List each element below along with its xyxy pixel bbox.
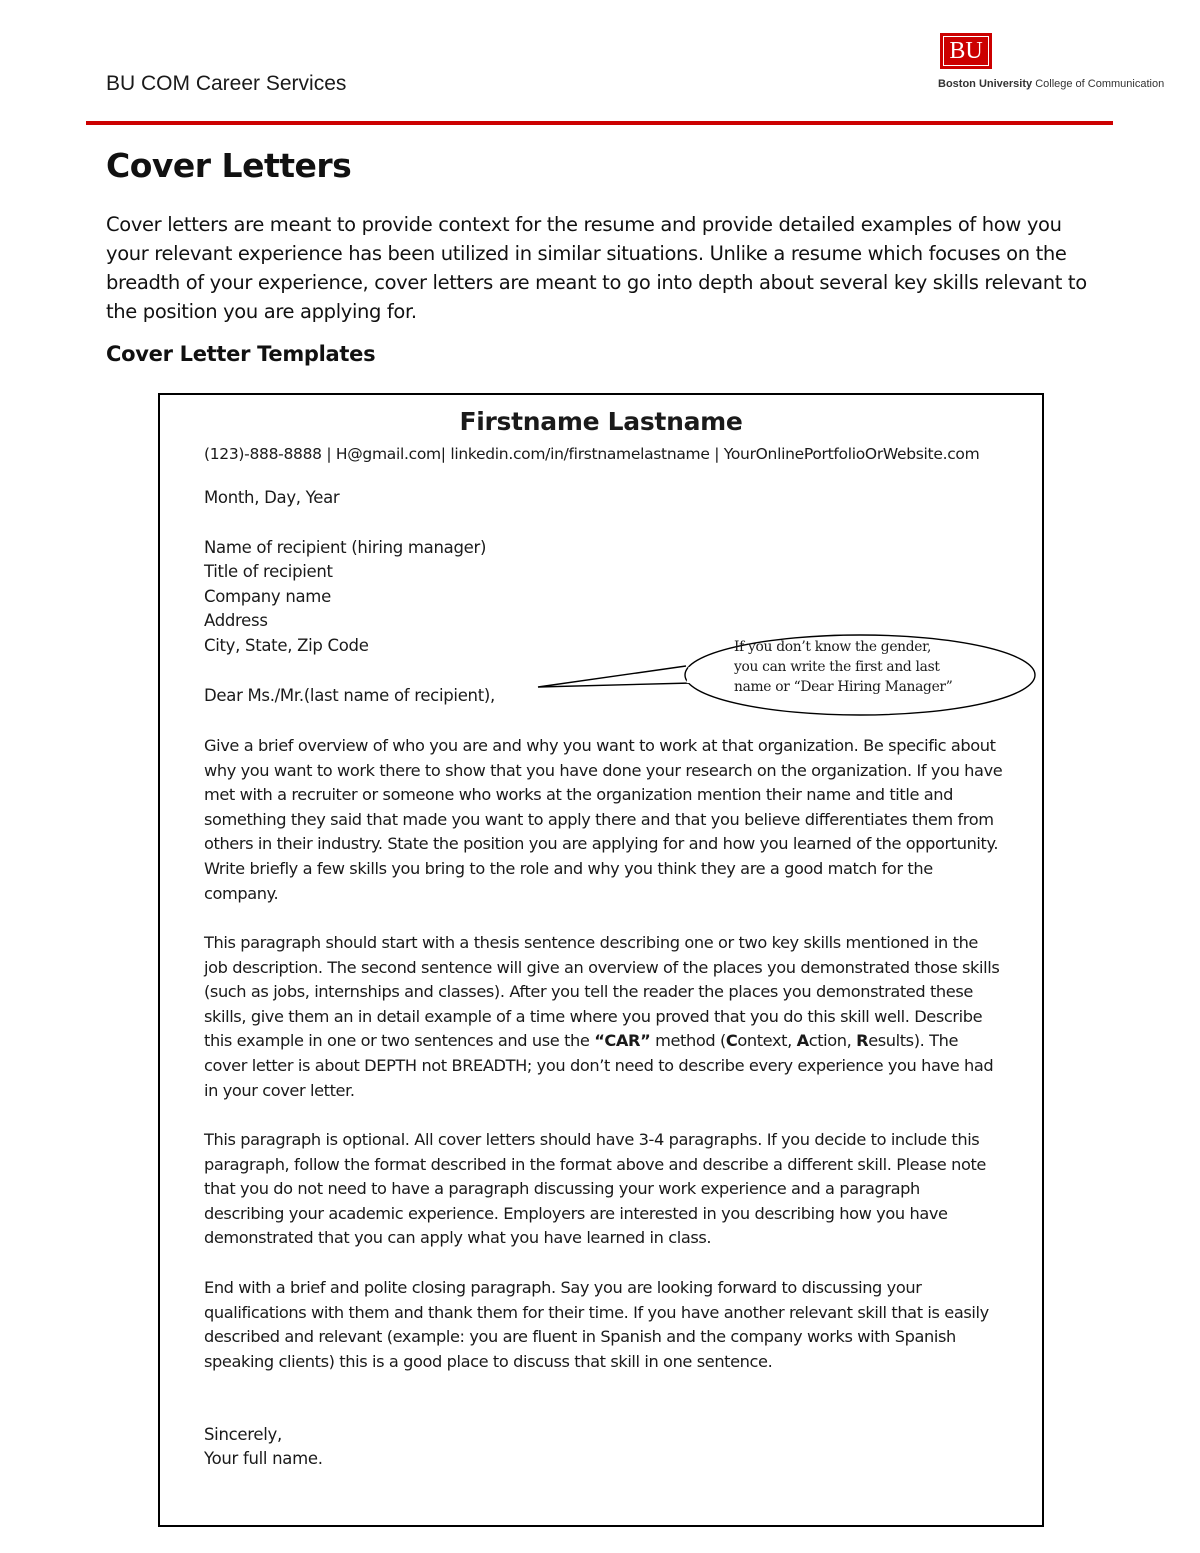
car-letter-a: A bbox=[796, 1031, 809, 1051]
callout-line: name or “Dear Hiring Manager” bbox=[734, 679, 953, 695]
p2-text: method ( bbox=[650, 1031, 726, 1051]
template-closing: Sincerely, bbox=[204, 1425, 282, 1444]
template-paragraph-4: End with a brief and polite closing paragraph. Say you are looking forward to discussing your qualifications with them and thank them for their time. If you have another relevant skill that is easily described and relevant (example: you are fluent in Spanish and the company works with Spanish speaking clients) this is a good place to discuss that skill in one sentence. bbox=[204, 1278, 989, 1371]
template-paragraph-1: Give a brief overview of who you are and why you want to work at that organization. Be specific about why you want to work there to show that you have done your research on the organization. If you have met with a recruiter or someone who works at the organization mention their name and title and something they said that made you want to apply there and that you believe differentiates them from others in their industry. State the position you are applying for and how you learned of the opportunity. Write briefly a few skills you bring to the role and why you think they are a good match for the company. bbox=[204, 736, 1003, 903]
p2-text: This paragraph should start with a thesis sentence describing one or two key skills mentioned in the job description. The second sentence will give an overview of the places you demonstrated those skills (such as jobs, internships and classes). After you tell the reader the places you demonstrated these skills, give them an in detail example of a time where you proved that you do this skill well. Describe this example in one or two sentences and use the bbox=[204, 933, 1000, 1051]
callout-line: If you don’t know the gender, bbox=[734, 639, 932, 655]
intro-paragraph: Cover letters are meant to provide context for the resume and provide detailed examples of how you your relevant experience has been utilized in similar situations. Unlike a resume which focuses on the breadth of your experience, cover letters are meant to go into depth about several key skills relevant to the position you are applying for. bbox=[106, 213, 1087, 323]
section-title: Cover Letter Templates bbox=[106, 342, 376, 366]
p2-text: esults). The cover letter is about DEPTH not BREADTH; you don’t need to describe every experience you have had in your cover letter. bbox=[204, 1031, 994, 1100]
p2-text: ction, bbox=[808, 1031, 857, 1051]
template-paragraph-2 bbox=[204, 931, 1004, 1103]
car-emphasis: “CAR” bbox=[594, 1031, 651, 1051]
callout-line: you can write the first and last bbox=[734, 659, 940, 675]
p2-text: ontext, bbox=[737, 1031, 797, 1051]
car-letter-c: C bbox=[725, 1031, 738, 1051]
header-rule bbox=[86, 121, 1113, 125]
template-contact: (123)-888-8888 | H@gmail.com| linkedin.com/in/firstnamelastname | YourOnlinePortfolioOrWebsite.com bbox=[204, 445, 980, 463]
recipient-line: Company name bbox=[204, 587, 331, 606]
template-paragraph-3: This paragraph is optional. All cover letters should have 3-4 paragraphs. If you decide to include this paragraph, follow the format described in the format above and describe a different skill. Please note that you do not need to have a paragraph discussing your work experience and a paragraph describing your academic experience. Employers are interested in you describing how you have demonstrated that you can apply what you have learned in class. bbox=[204, 1130, 986, 1248]
template-name: Firstname Lastname bbox=[459, 407, 743, 436]
recipient-line: Address bbox=[204, 611, 268, 630]
car-letter-r: R bbox=[856, 1031, 869, 1051]
cover-letter-template bbox=[158, 393, 1044, 1527]
page-title: Cover Letters bbox=[106, 146, 352, 185]
callout-text bbox=[734, 637, 984, 697]
template-salutation: Dear Ms./Mr.(last name of recipient), bbox=[204, 686, 495, 705]
logo-university: Boston University bbox=[938, 78, 1033, 90]
bu-logo-text bbox=[938, 78, 1164, 90]
recipient-line: Title of recipient bbox=[204, 562, 333, 581]
template-signature: Your full name. bbox=[204, 1449, 323, 1468]
recipient-line: Name of recipient (hiring manager) bbox=[204, 538, 487, 557]
header-label: BU COM Career Services bbox=[106, 72, 347, 95]
template-date: Month, Day, Year bbox=[204, 488, 340, 507]
logo-college: College of Communication bbox=[1035, 78, 1165, 90]
recipient-line: City, State, Zip Code bbox=[204, 636, 369, 655]
bu-logo-mark: BU bbox=[940, 33, 992, 69]
